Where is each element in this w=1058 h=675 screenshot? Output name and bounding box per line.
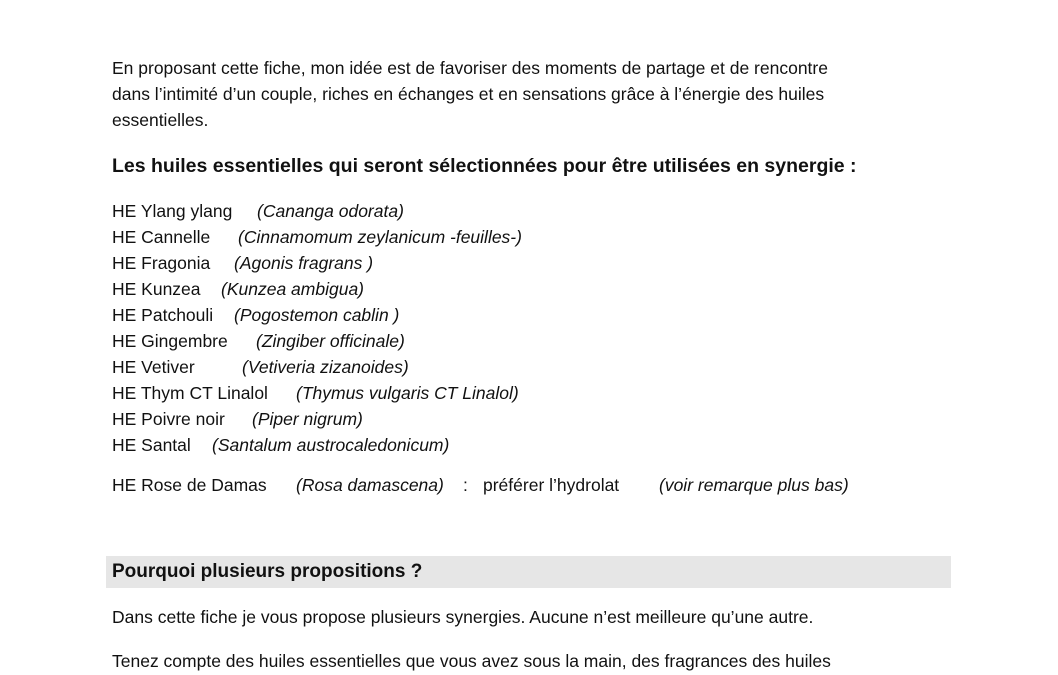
- oil-name: HE Cannelle: [112, 227, 211, 247]
- oil-item: [112, 276, 364, 302]
- oil-name: HE Ylang ylang: [112, 201, 233, 221]
- oil-latin-name: (Santalum austrocaledonicum): [212, 435, 450, 455]
- oil-name: HE Kunzea: [112, 279, 201, 299]
- oil-latin-name: (Zingiber officinale): [256, 331, 405, 351]
- intro-line: essentielles.: [112, 110, 209, 130]
- oil-list: [112, 198, 522, 458]
- oil-name: HE Vetiver: [112, 357, 195, 377]
- oil-item: [112, 406, 363, 432]
- oil-item: [112, 380, 519, 406]
- oil-latin-name: (Piper nigrum): [252, 409, 363, 429]
- intro-line: dans l’intimité d’un couple, riches en échanges et en sensations grâce à l’énergie des huiles: [112, 84, 825, 104]
- rose-line: [112, 472, 912, 498]
- oil-name: HE Patchouli: [112, 305, 214, 325]
- oil-item: [112, 328, 405, 354]
- oil-name: HE Fragonia: [112, 253, 211, 273]
- oil-latin-name: (Kunzea ambigua): [221, 279, 364, 299]
- section-paragraph: Tenez compte des huiles essentielles que vous avez sous la main, des fragrances des huiles: [112, 651, 831, 671]
- oil-latin-name: (Thymus vulgaris CT Linalol): [296, 383, 519, 403]
- section-paragraph: Dans cette fiche je vous propose plusieurs synergies. Aucune n’est meilleure qu’une autre.: [112, 607, 814, 627]
- oil-latin-name: (Pogostemon cablin ): [234, 305, 400, 325]
- oil-item: [112, 250, 374, 276]
- oil-latin-name: (Cananga odorata): [257, 201, 404, 221]
- oils-heading: Les huiles essentielles qui seront sélectionnées pour être utilisées en synergie :: [112, 155, 857, 177]
- oil-item: [112, 198, 404, 224]
- oil-name: HE Thym CT Linalol: [112, 383, 268, 403]
- rose-note: (voir remarque plus bas): [659, 475, 849, 495]
- oil-latin-name: (Vetiveria zizanoides): [242, 357, 409, 377]
- rose-latin-name: (Rosa damascena): [296, 475, 444, 495]
- oil-name: HE Gingembre: [112, 331, 228, 351]
- rose-name: HE Rose de Damas: [112, 475, 267, 495]
- oil-name: HE Poivre noir: [112, 409, 225, 429]
- intro-line: En proposant cette fiche, mon idée est de favoriser des moments de partage et de rencontre: [112, 58, 828, 78]
- oil-item: [112, 302, 400, 328]
- rose-advice: préférer l’hydrolat: [483, 475, 620, 495]
- section-header-bar: [106, 556, 951, 588]
- rose-separator: :: [463, 475, 468, 495]
- oil-latin-name: (Agonis fragrans ): [234, 253, 374, 273]
- intro-paragraph: [112, 55, 942, 133]
- oil-item: [112, 432, 450, 458]
- oil-item: [112, 224, 522, 250]
- oil-item: [112, 354, 409, 380]
- section-title: Pourquoi plusieurs propositions ?: [112, 561, 423, 582]
- oil-name: HE Santal: [112, 435, 191, 455]
- oil-latin-name: (Cinnamomum zeylanicum -feuilles-): [238, 227, 522, 247]
